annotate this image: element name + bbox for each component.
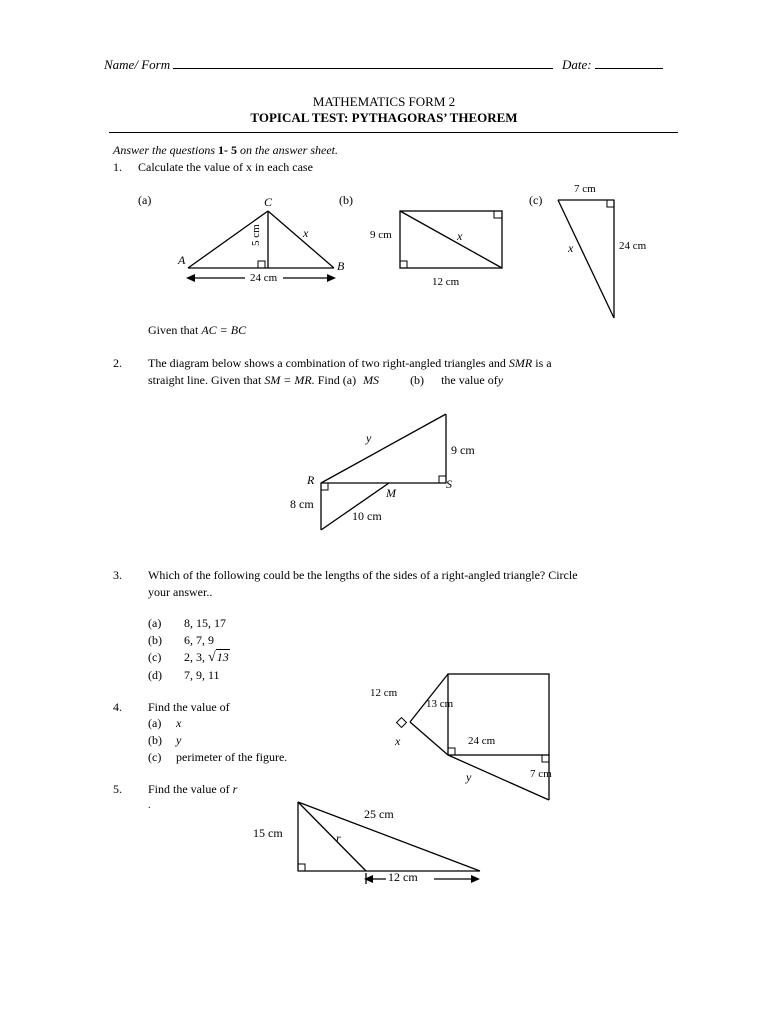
q1c-label: (c) <box>529 193 543 207</box>
q1c-right-label: 24 cm <box>619 240 647 252</box>
q1-given: Given that AC = BC <box>148 323 247 337</box>
q2-m-label: M <box>386 486 396 500</box>
q2-ten-label: 10 cm <box>352 509 382 523</box>
right-angle-mark <box>258 261 265 268</box>
q1a-base-label: 24 cm <box>250 272 278 284</box>
instructions: Answer the questions 1- 5 on the answer sheet. <box>113 143 338 157</box>
q1c-triangle <box>558 183 647 318</box>
q4-diagram <box>370 674 552 800</box>
q5-twelve-label: 12 cm <box>388 870 418 884</box>
q1a-vertex-a: A <box>178 253 186 267</box>
q2-y-label: y <box>366 431 372 445</box>
right-angle-mark <box>494 211 502 218</box>
q3-option-d[interactable]: (d) 7, 9, 11 <box>148 668 220 682</box>
q1a-height-label: 5 cm <box>250 224 262 246</box>
q1-text: Calculate the value of x in each case <box>138 160 313 174</box>
q4-twentyfour-label: 24 cm <box>468 735 496 747</box>
q2-r-label: R <box>307 473 315 487</box>
q5-twentyfive-label: 25 cm <box>364 807 394 821</box>
q1-number: 1. <box>113 160 122 174</box>
q1c-top-label: 7 cm <box>574 183 596 195</box>
date-label: Date: <box>562 57 592 72</box>
right-angle-mark <box>607 200 614 207</box>
right-angle-mark <box>397 718 407 728</box>
q3-line2: your answer.. <box>148 585 213 599</box>
q1b-bottom-label: 12 cm <box>432 276 460 288</box>
q2-s-label: S <box>446 477 452 491</box>
q3-number: 3. <box>113 568 122 582</box>
q2-nine-label: 9 cm <box>451 443 475 457</box>
arrow-right-icon <box>327 274 336 282</box>
arrow-left-icon <box>186 274 195 282</box>
q5-diagram <box>253 802 480 884</box>
q3-option-a[interactable]: (a) 8, 15, 17 <box>148 616 226 630</box>
q4-seven-label: 7 cm <box>530 768 552 780</box>
q4-part-b: (b) y <box>148 733 182 747</box>
q2-diagram <box>290 414 475 530</box>
arrow-right-icon <box>471 875 480 883</box>
name-form-label: Name/ Form <box>104 57 171 72</box>
q1a-triangle <box>177 195 345 284</box>
q4-twelve-label: 12 cm <box>370 687 398 699</box>
q1a-label: (a) <box>138 193 152 207</box>
sqrt-symbol: √ <box>208 650 216 665</box>
right-angle-mark <box>542 755 549 762</box>
q5-number: 5. <box>113 782 122 796</box>
q2-number: 2. <box>113 356 122 370</box>
q3-option-b[interactable]: (b) 6, 7, 9 <box>148 633 214 647</box>
q1a-vertex-c: C <box>264 195 273 209</box>
q1a-vertex-b: B <box>337 259 345 273</box>
q4-x-label: x <box>395 734 401 748</box>
q4-part-c: (c) perimeter of the figure. <box>148 750 288 764</box>
q5-dot: . <box>148 800 151 811</box>
q2-line1: The diagram below shows a combination of two right-angled triangles and SMR is a <box>148 356 552 370</box>
right-angle-mark <box>439 476 446 483</box>
q5-fifteen-label: 15 cm <box>253 826 283 840</box>
q3-line1: Which of the following could be the lengths of the sides of a right-angled triangle? Circle <box>148 568 578 582</box>
q4-part-a: (a) x <box>148 716 182 730</box>
q2-eight-label: 8 cm <box>290 497 314 511</box>
q1b-left-label: 9 cm <box>370 229 392 241</box>
q2-line2: straight line. Given that SM = MR. Find (a) MS (b) the value ofy <box>148 373 504 387</box>
subject-heading: MATHEMATICS FORM 2 <box>312 94 456 109</box>
right-angle-mark <box>298 864 305 871</box>
right-angle-mark <box>321 483 328 490</box>
page-title: TOPICAL TEST: PYTHAGORAS’ THEOREM <box>250 110 518 125</box>
q1b-label: (b) <box>339 193 353 207</box>
q5-r-label: r <box>336 831 341 845</box>
q4-thirteen-label: 13 cm <box>426 698 454 710</box>
right-angle-mark <box>400 261 407 268</box>
q5-text: Find the value of r <box>148 782 238 796</box>
q4-text: Find the value of <box>148 700 230 714</box>
q1a-side-x: x <box>303 226 309 240</box>
q1b-diag-label: x <box>457 229 463 243</box>
q3-option-c[interactable]: (c) 2, 3, √13 <box>148 650 229 665</box>
q1b-rectangle <box>370 211 502 288</box>
right-angle-mark <box>448 748 455 755</box>
q1c-hyp-label: x <box>568 241 574 255</box>
q4-number: 4. <box>113 700 122 714</box>
q4-y-label: y <box>466 770 472 784</box>
